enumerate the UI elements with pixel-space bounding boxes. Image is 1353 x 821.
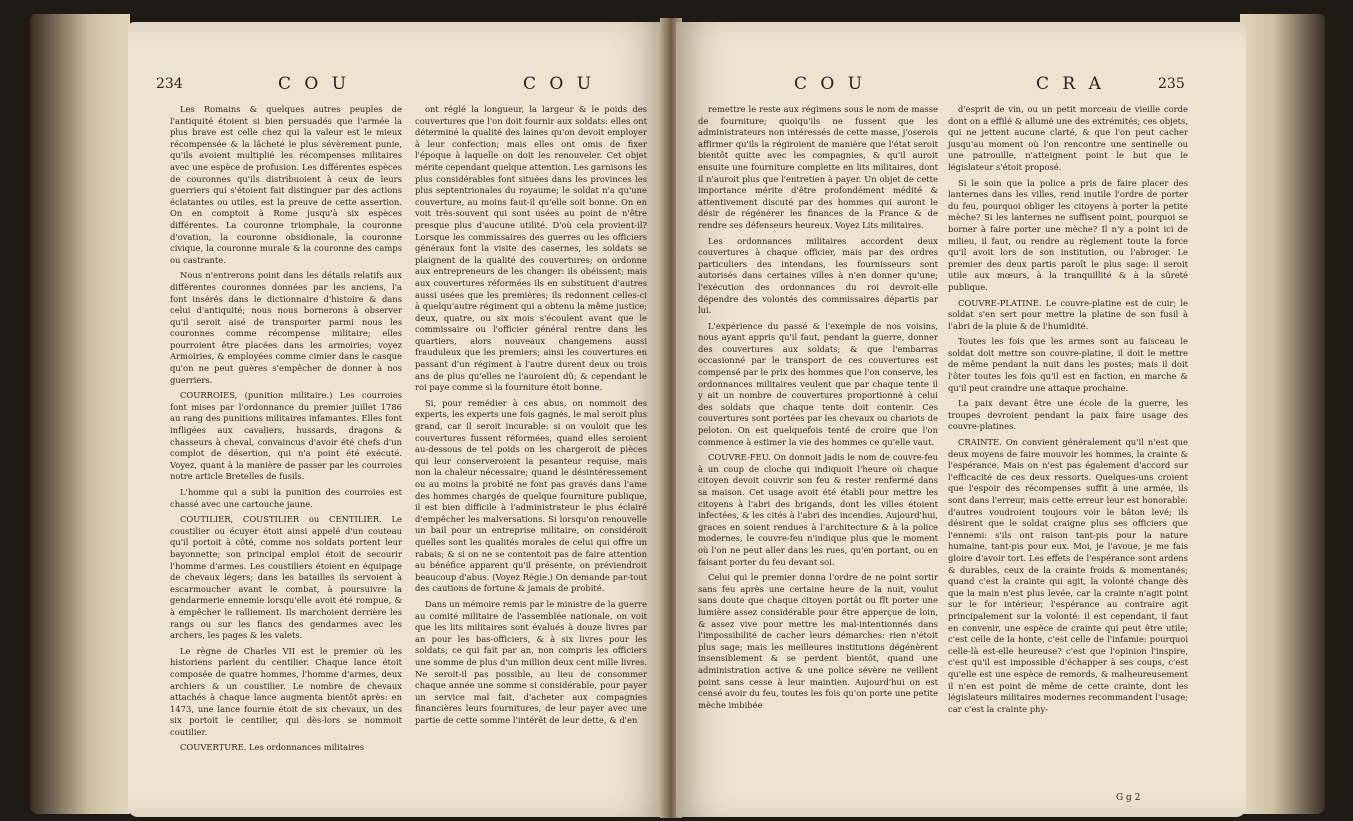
- right-col1-paragraph: Celui qui le premier donna l'ordre de ne point sortir sans feu après une certaine heure de la nuit, voulut sans doute que chaque citoyen portât ou fît porter une lumière assez considérable pour être apperçue de loin, & assez vive pour mettre les mal-intentionnés dans l'impossibilité de cacher leurs démarches: rien n'étoit plus sage; mais les meilleures institutions dégénèrent insensiblement & se perdent bientôt, quand une administration active & une police sévère ne veillent point sans cesse à leur maintien. Aujourd'hui on est censé avoir du feu, toutes les fois qu'on porte une petite mèche imbibée: [698, 572, 938, 710]
- right-page-edges: [1240, 14, 1325, 814]
- signature-mark: G g 2: [1116, 793, 1141, 803]
- left-page-edges: [30, 14, 130, 814]
- running-head-left-2: C O U: [523, 74, 596, 94]
- left-col2-paragraph: ont réglé la longueur, la largeur & le poids des couvertures que l'on doit fournir aux soldats: elles ont déterminé la qualité des laines qu'on devoit employer à leur confection; mais elles ont omis de fixer l'époque à laquelle on doit les renouveler. Cet objet mérite cependant quelque attention. Les garnisons les plus considérables font situées dans les provinces les plus septentrionales du royaume; le soldat n'a qu'une couverture, au moins faut-il qu'elle soit bonne. On en voit très-souvent qui sont usées au point de n'être presque plus d'aucune utilité. D'où cela provient-il? Lorsque les commissaires des guerres ou les officiers généraux font la visite des casernes, les soldats se plaignent de la qualité des couvertures; on ordonne aux entrepreneurs de les changer: ils obéissent; mais aux couvertures réformées ils en substituent d'autres aussi usées que les premières; ils redonnent celles-ci à quelqu'autre régiment qui a obtenu la même justice; deux, quatre, ou six mois s'écoulent avant que le commissaire ou l'officier général rentre dans les quartiers, alors nouveaux changemens aussi frauduleux que les premiers; ainsi les couvertures en passant d'un régiment à l'autre durent deux ou trois ans de plus qu'elles ne l'auroient dû; & cependant le roi paye comme si la fourniture étoit bonne.: [415, 104, 647, 393]
- right-col2-paragraph: d'esprit de vin, ou un petit morceau de vieille corde dont on a effilé & allumé une des extrémités; ces objets, qui ne jettent aucune clarté, & que l'on peut cacher jusqu'au moment où l'on rencontre une sentinelle ou une patrouille, n'atteignent point le but que le législateur s'étoit proposé.: [948, 104, 1188, 172]
- left-page: [128, 22, 666, 817]
- right-page-column-2: [948, 104, 1188, 719]
- right-col1-paragraph: COUVRE-FEU. On donnoit jadis le nom de couvre-feu à un coup de cloche qui indiquoit l'heure où chaque citoyen devoit couvrir son feu & rester renfermé dans sa maison. Cet usage avoit été établi pour mettre les citoyens à l'abri des brigands, dont les villes étoient infectées, & les cités à l'abri des incendies. Aujourd'hui, graces en soient rendues à l'architecture & à la police modernes, le couvre-feu n'indique plus que le moment où l'on ne peut aller dans les rues, qu'en portant, ou en faisant porter du feu devant soi.: [698, 452, 938, 567]
- right-col2-paragraph: Si le soin que la police a pris de faire placer des lanternes dans les villes, rend inutile l'ordre de porter du feu, pourquoi obliger les citoyens à porter la petite mèche? Si les lanternes ne suffisent point, pourquoi se borner à faire porter une mèche? Il n'y a point ici de milieu, il faut, ou rendre au règlement toute la force qu'il avoit lors de son institution, ou l'abroger. Le premier des deux partis paroît le plus sage: il seroit utile aux mœurs, à la tranquillité & à la sûreté publique.: [948, 177, 1188, 292]
- right-page: [676, 22, 1246, 817]
- left-col2-paragraph: Dans un mémoire remis par le ministre de la guerre au comité militaire de l'assemblée nationale, on voit que les lits militaires sont évalués à douze livres par an pour les bas-officiers, & à six livres pour les soldats; ce qui fait par an, non compris les officiers une somme de plus d'un million deux cent mille livres. Ne seroit-il pas possible, au lieu de consommer chaque année une somme si considérable, pour payer un service mal fait, d'acheter aux compagnies financières leurs fournitures, de leur payer avec une partie de cette somme l'intérêt de leur dette, & d'en: [415, 598, 647, 725]
- page-number-right: 235: [1158, 76, 1185, 92]
- right-col2-paragraph: CRAINTE. On convient généralement qu'il n'est que deux moyens de faire mouvoir les hommes, la crainte & l'espérance. Mais on n'est pas également d'accord sur l'efficacité de ces deux ressorts. Quelques-uns croient que l'espoir des récompenses suffit à une armée, ils sont dans l'erreur, mais cette erreur leur est honorable: d'autres voudroient toujours voir le bâton levé; ils désirent que le soldat craigne plus ses officiers que l'ennemi: s'ils ont raison tant-pis pour la nature humaine, tant-pis pour eux. Moi, je l'avoue, je me fais gloire d'avoir tort. Les effets de l'espérance sont ardens & durables, ceux de la crainte froids & momentanés; quand c'est la crainte qui agit, la volonté change dès que la main n'est plus levée, car la crainte n'agit point sur le for intérieur, l'espérance au contraire agit principalement sur la volonté: il est cependant, il faut en convenir, une espèce de crainte qui peut être utile; c'est celle de la honte, c'est celle de l'infamie: pourquoi celle-là est-elle heureuse? c'est que l'opinion l'inspire, c'est qu'il est impossible d'échapper à ses coups, c'est qu'elle est une espèce de remords, & malheureusement il n'en est point de même de cette crainte, dont les législateurs militaires modernes recommandent l'usage; car c'est la crainte phy-: [948, 437, 1188, 714]
- right-col1-paragraph: Les ordonnances militaires accordent deux couvertures à chaque officier, mais par des ordres particuliers des intendans, les fournisseurs sont autorisés dans certaines villes à n'en donner qu'une; l'exécution des ordonnances du roi devroit-elle dépendre des volontés des commissaires départis par lui.: [698, 235, 938, 316]
- left-col1-paragraph: Nous n'entrerons point dans les détails relatifs aux différentes couronnes données par les anciens, l'a font insérés dans le dictionnaire d'histoire & dans celui d'antiquité; nous nous bornerons à observer qu'il seroit aisé de transporter parmi nous les couronnes comme récompense militaire; elles pourroient être placées dans les armoiries; voyez Armoiries, & employées comme cimier dans le casque qu'on ne peut guères s'empêcher de donner à nos guerriers.: [170, 270, 402, 385]
- left-col1-paragraph: COUVERTURE. Les ordonnances militaires: [180, 742, 365, 753]
- running-head-right-1: C O U: [794, 74, 867, 94]
- left-col1-paragraph: COURROIES, (punition militaire.) Les courroies font mises par l'ordonnance du premier juillet 1786 au rang des punitions militaires infamantes. Elles font infligées aux cavaliers, hussards, dragons & chasseurs à cheval, convaincus d'avoir été chefs d'un complot de désertion, qui n'a point été exécuté. Voyez, quant à la manière de passer par les courroies notre article Bretelles de fusils.: [170, 390, 402, 482]
- left-page-column-1: [170, 104, 402, 758]
- right-col1-paragraph: remettre le reste aux régimens sous le nom de masse de fourniture; quoiqu'ils ne fussent que les administrateurs non intéressés de cette masse, j'oserois affirmer qu'ils la régiroient de manière que l'état seroit bientôt quitte avec les compagnies, & qu'il auroit ensuite une fourniture complette en lits militaires, dont il n'auroit plus que l'entretien à payer. Un objet de cette importance mérite d'être profondément médité & attentivement discuté par des hommes qui auront le désir de régénérer les finances de la France & de rendre ses défenseurs heureux. Voyez Lits militaires.: [698, 104, 938, 230]
- left-col1-paragraph: COUTILIER, COUSTILIER ou CENTILIER. Le coustilier ou écuyer étoit ainsi appelé d'un couteau qu'il portoit à côté, comme nos soldats portent leur bayonnette; son principal emploi étoit de secourir l'homme d'armes. Les coustiliers étoient en équipage de chevaux légers; dans les batailles ils servoient à escarmoucher avant le combat, à poursuivre la gendarmerie ennemie lorsqu'elle avoit été rompue, & à empêcher le ralliement. Ils marchoient derrière les rangs ou sur les flancs des gendarmes avec les archers, les pages & les valets.: [170, 514, 402, 641]
- right-page-column-1: [698, 104, 938, 715]
- left-col1-paragraph: Le règne de Charles VII est le premier où les historiens parlent du centilier. Chaque lance étoit composée de quatre hommes, l'homme d'armes, deux archiers & un coustilier. Le nombre de chevaux attachés à chaque lance augmenta bientôt après: en 1473, une lance fournie étoit de six chevaux, un des six portoit le centilier, qui dès-lors se nommoit coutilier.: [170, 645, 402, 737]
- running-head-left-1: C O U: [278, 74, 351, 94]
- left-col2-paragraph: Si, pour remédier à ces abus, on nommoit des experts, les experts une fois gagnés, le mal seroit plus grand, car il seroit incurable: si on vouloit que les couvertures fussent réformées, quand elles seroient au-dessous de tel poids on les chargeroit de pièces qui leur conserveroient la pesanteur requise, mais non la chaleur nécessaire; quand le désintéressement ou au moins la probité ne font pas gravés dans l'ame des hommes chargés de quelque fourniture publique, il est bien difficile à l'administrateur le plus éclairé d'empêcher les malversations. Si lorsqu'on renouvelle un bail pour un entreprise militaire, on considéroit quelles sont les qualités morales de celui qui offre un rabais; & si on ne se contentoit pas de faire attention au bénéfice apparent qu'il présente, on préviendroit beaucoup d'abus. (Voyez Régie.) On demande par-tout des cautions de fortune & jamais de probité.: [415, 397, 647, 594]
- right-col1-paragraph: L'expérience du passé & l'exemple de nos voisins, nous ayant appris qu'il faut, pendant la guerre, donner des couvertures aux soldats; & que l'embarras occasionné par le transport de ces couvertures est compensé par le prix des hommes que l'on conserve, les ordonnances militaires veulent que par chaque tente il y ait un nombre de couvertures proportionné à celui des soldats que chaque tente doit contenir. Ces couvertures sont portées par les chevaux ou chariots de peloton. On est quelquefois tenté de croire que l'on commence à estimer la vie des hommes ce qu'elle vaut.: [698, 320, 938, 447]
- page-number-left: 234: [156, 76, 183, 92]
- right-col2-paragraph: La paix devant être une école de la guerre, les troupes devroient pendant la paix faire usage des couvre-platines.: [948, 398, 1188, 432]
- right-col2-paragraph: Toutes les fois que les armes sont au faisceau le soldat doit mettre son couvre-platine, il doit le mettre de même pendant la nuit dans les postes; mais il doit l'ôter toutes les fois qu'il est en faction, en marche & qu'il peut craindre une attaque prochaine.: [948, 336, 1188, 393]
- right-col2-paragraph: COUVRE-PLATINE. Le couvre-platine est de cuir; le soldat s'en sert pour mettre la platine de son fusil à l'abri de la pluie & de l'humidité.: [948, 297, 1188, 331]
- left-col1-paragraph: L'homme qui a subi la punition des courroies est chassé avec une cartouche jaune.: [170, 487, 402, 509]
- running-head-right-2: C R A: [1036, 74, 1105, 94]
- left-page-column-2: [415, 104, 647, 730]
- left-col1-paragraph: Les Romains & quelques autres peuples de l'antiquité étoient si bien persuadés que l'armée la plus brave est celle chez qui la valeur est le mieux récompensée & la lâcheté le plus sévèrement punie, qu'ils avoient multiplié les récompenses militaires avec une espèce de profusion. Les différentes espèces de couronnes qu'ils distribuoient à ceux de leurs guerriers qui s'étoient fait distinguer par des actions éclatantes ou utiles, est la preuve de cette assertion. On en comptoit à Rome jusqu'à six espèces différentes. La couronne triomphale, la couronne d'ovation, la couronne obsidionale, la couronne civique, la couronne murale & la couronne des camps ou castrante.: [170, 104, 402, 265]
